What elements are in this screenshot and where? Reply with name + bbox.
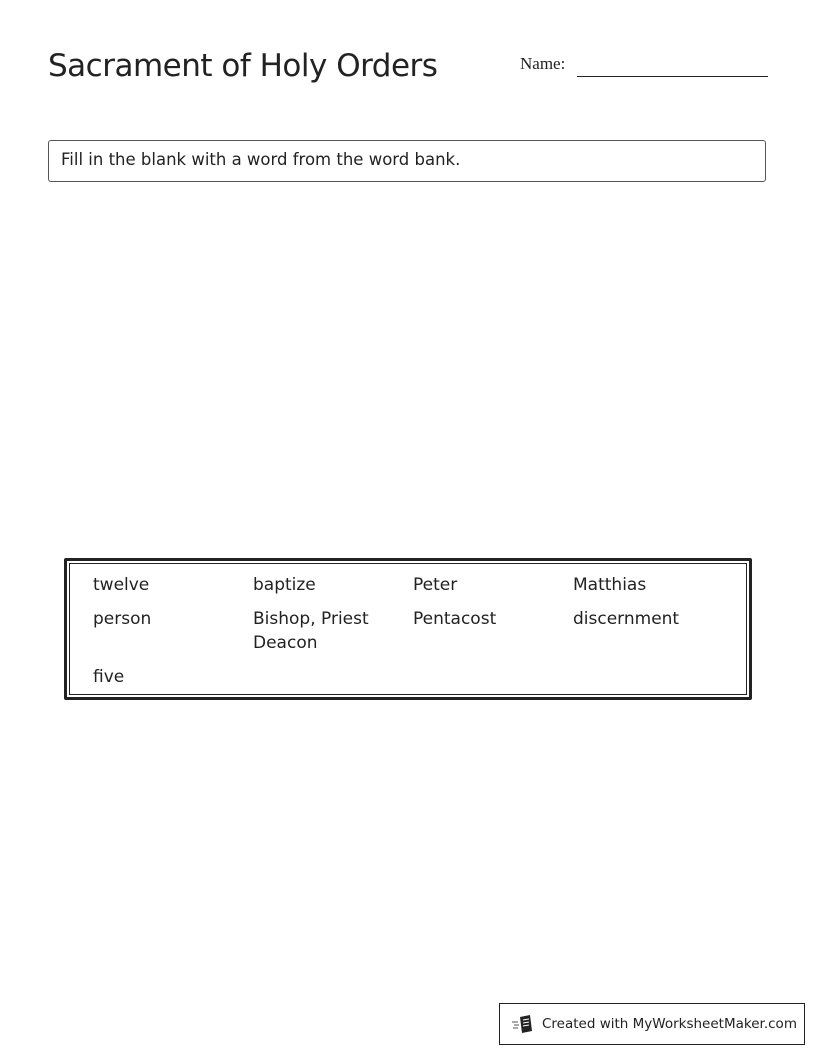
word-bank-item: person <box>93 609 152 629</box>
word-bank <box>64 558 752 700</box>
word-bank-item: discernment <box>573 609 680 629</box>
page-title: Sacrament of Holy Orders <box>48 48 438 84</box>
instructions-box: Fill in the blank with a word from the word bank. <box>48 140 766 182</box>
footer-credit <box>499 1003 805 1045</box>
word-bank-item: Bishop, Priest Deacon <box>253 609 369 653</box>
word-bank-item: Peter <box>413 575 458 595</box>
name-blank-line <box>577 76 768 77</box>
word-bank-item: twelve <box>93 575 150 595</box>
footer-text: Created with MyWorksheetMaker.com <box>542 1016 797 1032</box>
word-bank-item: Pentacost <box>413 609 497 629</box>
name-label: Name: <box>520 54 566 73</box>
word-bank-item: five <box>93 667 125 687</box>
worksheet-maker-logo-icon <box>512 1014 534 1034</box>
word-bank-item: Matthias <box>573 575 647 595</box>
word-bank-item: baptize <box>253 575 316 595</box>
